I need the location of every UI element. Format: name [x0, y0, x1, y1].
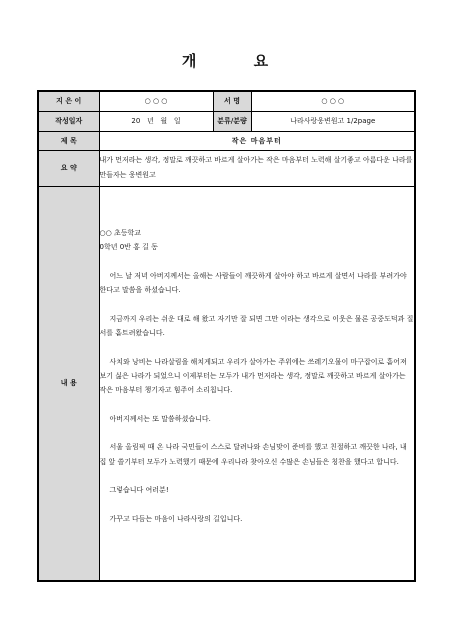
author-label: 지 은 이	[38, 91, 99, 111]
category-value: 나라사랑웅변원고 1/2page	[251, 111, 415, 131]
paragraph: 사치와 낭비는 나라살림을 해치게되고 우리가 살아가는 주위에는 쓰레기오물이 마구잡이로 흩어져 보기 싫은 나라가 되었으니 이제부터는 모두가 내가 먼저라는 생각, 정말로 깨끗하고 바르게 살아가는 작은 마음부터 챙기자고 힘주어 소리칩니다.	[99, 357, 407, 395]
summary-value: 내가 먼저라는 생각, 정말로 깨끗하고 바르게 살아가는 작은 마음부터 노력해 살기좋고 아름다운 나라를 만들자는 웅변원고	[99, 150, 415, 186]
signature-value: ○ ○ ○	[251, 91, 415, 111]
paragraph: 아버지께서는 또 말씀하셨습니다.	[109, 414, 211, 423]
paragraph: 그렇습니다 여러분!	[109, 486, 169, 495]
date-value: 20 년 월 일	[99, 111, 213, 131]
page-title: 개 요	[181, 52, 295, 70]
signature-label: 서 명	[213, 91, 251, 111]
subject-value: 작은 마음부터	[99, 131, 415, 150]
document-form	[37, 90, 416, 582]
school-line: ○○ 초등학교	[99, 228, 141, 237]
paragraph: 서울 올림픽 때 온 나라 국민들이 스스로 달려나와 손님맞이 준비를 했고 친절하고 깨끗한 나라, 내 집 앞 쓸기부터 모두가 노력했기 때문에 우리나라 찾아오신 수많은 손님들은 칭찬을 했다고 합니다.	[99, 443, 407, 466]
content-body	[99, 186, 415, 581]
paragraph: 어느 날 저녁 아버지께서는 올해는 사람들이 깨끗하게 살아야 하고 바르게 살면서 나라를 부려가야 한다고 말씀을 하셨습니다.	[99, 271, 407, 295]
paragraph: 지금까지 우리는 쉬운 대로 해 왔고 자기만 잘 되면 그만 이라는 생각으로 이웃은 물론 공중도덕과 질서를 흩트려왔습니다.	[99, 314, 414, 338]
category-label: 분류/분량	[213, 111, 251, 131]
student-line: 0학년 0반 홍 길 동	[99, 243, 158, 252]
date-label: 작성일자	[38, 111, 99, 131]
subject-label: 제 목	[38, 131, 99, 150]
content-label: 내 용	[38, 186, 99, 581]
author-value: ○ ○ ○	[99, 91, 213, 111]
summary-label: 요 약	[38, 150, 99, 186]
paragraph: 가꾸고 다듬는 마음이 나라사랑의 길입니다.	[109, 514, 243, 523]
